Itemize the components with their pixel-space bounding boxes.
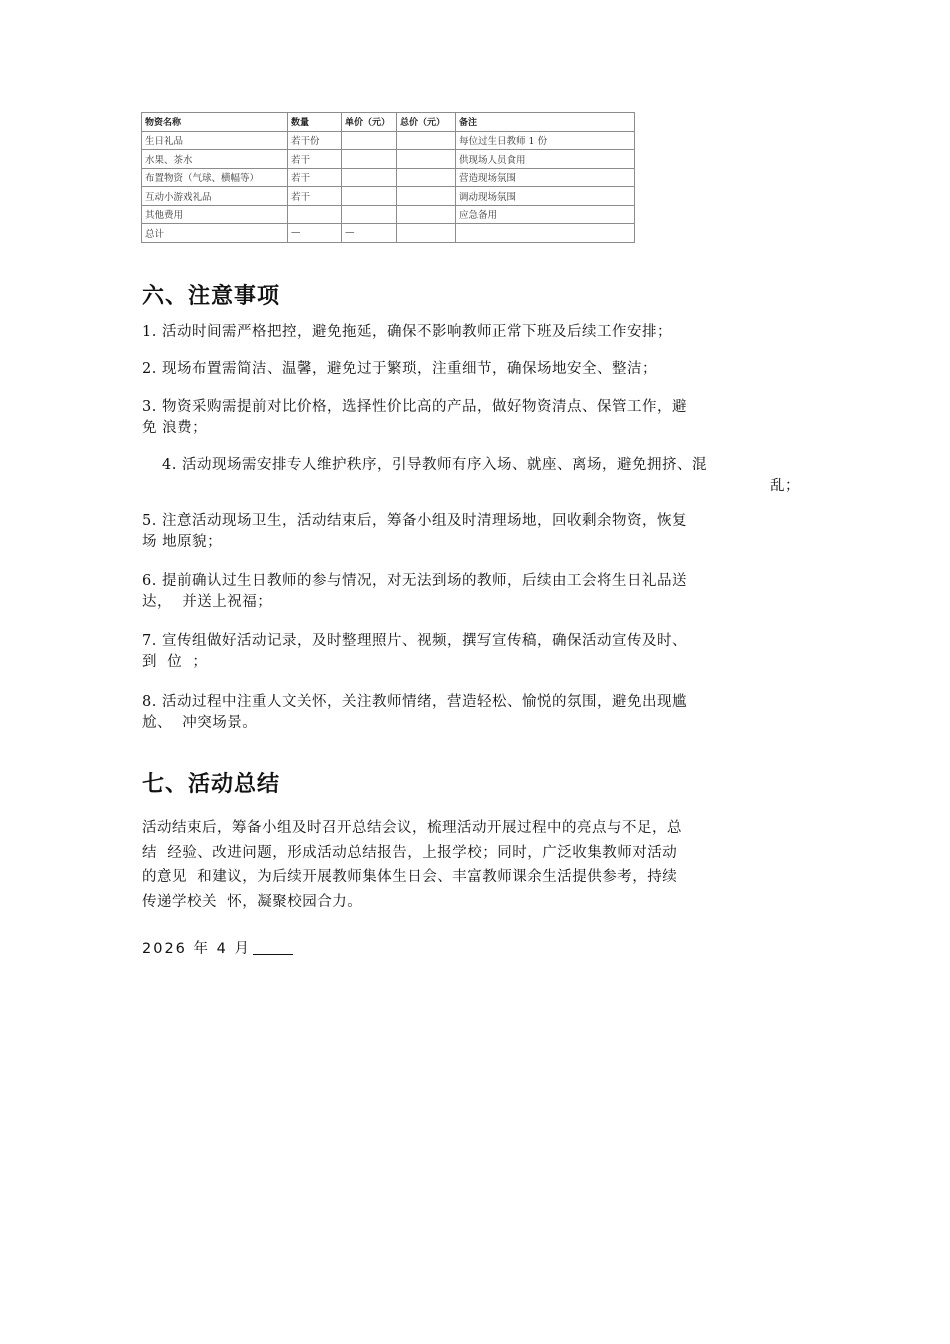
table-cell: 调动现场氛围 <box>456 187 635 206</box>
notice-item-3 <box>142 397 687 439</box>
item-text-line-2: 乱； <box>770 478 800 494</box>
table-header-cell: 单价（元） <box>342 113 397 132</box>
table-cell: 若干 <box>288 150 342 169</box>
item-text-line-2: 尬、 冲突场景。 <box>142 715 258 731</box>
table-cell: 供现场人员食用 <box>456 150 635 169</box>
item-text-line-1: 注意活动现场卫生，活动结束后，筹备小组及时清理场地，回收剩余物资，恢复 <box>161 513 687 529</box>
date-line <box>142 937 293 958</box>
notice-item-1 <box>142 322 672 343</box>
table-cell: 其他费用 <box>142 205 288 224</box>
table-cell: 若干 <box>288 168 342 187</box>
table-cell <box>288 205 342 224</box>
table-header-row <box>142 113 635 132</box>
table-cell <box>342 168 397 187</box>
table-cell: 应急备用 <box>456 205 635 224</box>
table-cell <box>397 187 456 206</box>
item-number: 6. <box>142 573 157 589</box>
table-row <box>142 205 635 224</box>
item-number: 1. <box>142 324 157 340</box>
table-cell <box>397 131 456 150</box>
table-cell: 若干 <box>288 187 342 206</box>
item-text-line-1: 活动过程中注重人文关怀，关注教师情绪，营造轻松、愉悦的氛围，避免出现尴 <box>161 694 687 710</box>
notice-item-6 <box>142 571 687 613</box>
table-cell <box>342 131 397 150</box>
notice-item-8 <box>142 692 687 734</box>
table-header-cell: 数量 <box>288 113 342 132</box>
table-cell: 布置物资（气球、横幅等） <box>142 168 288 187</box>
table-row <box>142 150 635 169</box>
item-text-line-1: 物资采购需提前对比价格，选择性价比高的产品，做好物资清点、保管工作，避 <box>161 399 687 415</box>
table-row-total <box>142 224 635 243</box>
table-row <box>142 131 635 150</box>
summary-line: 的意见 和建议，为后续开展教师集体生日会、丰富教师课余生活提供参考，持续 <box>142 869 678 885</box>
item-text-line-2: 免 浪费； <box>142 420 208 436</box>
table-cell <box>342 187 397 206</box>
table-header-cell: 备注 <box>456 113 635 132</box>
summary-line: 传递学校关 怀，凝聚校园合力。 <box>142 893 363 910</box>
date-blank-underline <box>253 940 293 955</box>
item-text-line-1: 活动现场需安排专人维护秩序，引导教师有序入场、就座、离场，避免拥挤、混 <box>181 457 707 473</box>
table-cell: — <box>288 224 342 243</box>
table-row <box>142 187 635 206</box>
table-cell: 总计 <box>142 224 288 243</box>
item-text-line-2: 到 位 ； <box>142 654 208 670</box>
summary-paragraph <box>142 816 682 914</box>
summary-line: 活动结束后，筹备小组及时召开总结会议，梳理活动开展过程中的亮点与不足，总 <box>142 820 682 836</box>
notice-item-5 <box>142 511 687 553</box>
table-header-cell: 物资名称 <box>142 113 288 132</box>
item-number: 4. <box>162 457 177 473</box>
item-text: 活动时间需严格把控，避免拖延，确保不影响教师正常下班及后续工作安排； <box>161 324 672 340</box>
table-cell: 生日礼品 <box>142 131 288 150</box>
table-cell <box>342 150 397 169</box>
table-cell: — <box>342 224 397 243</box>
table-header-cell: 总价（元） <box>397 113 456 132</box>
item-text: 现场布置需简洁、温馨，避免过于繁琐，注重细节，确保场地安全、整洁； <box>161 361 657 377</box>
notice-item-2 <box>142 359 657 380</box>
item-text-line-1: 提前确认过生日教师的参与情况，对无法到场的教师，后续由工会将生日礼品送 <box>161 573 687 589</box>
table-cell <box>342 205 397 224</box>
item-text-line-2: 场 地原貌； <box>142 534 223 550</box>
item-number: 2. <box>142 361 157 377</box>
section-7-heading: 七、活动总结 <box>142 772 281 797</box>
table-cell: 若干份 <box>288 131 342 150</box>
table-cell: 营造现场氛围 <box>456 168 635 187</box>
table-cell <box>397 205 456 224</box>
item-number: 5. <box>142 513 157 529</box>
item-text-line-2: 达， 并送上祝福； <box>142 594 273 610</box>
table-cell <box>456 224 635 243</box>
item-number: 8. <box>142 694 157 710</box>
notice-item-4 <box>162 455 808 497</box>
table-cell <box>397 168 456 187</box>
table-cell: 水果、茶水 <box>142 150 288 169</box>
table-row <box>142 168 635 187</box>
budget-table <box>141 112 635 243</box>
date-text: 2026 年 4 月 <box>142 941 251 957</box>
table-cell: 互动小游戏礼品 <box>142 187 288 206</box>
item-number: 7. <box>142 633 157 649</box>
item-text-line-1: 宣传组做好活动记录，及时整理照片、视频，撰写宣传稿，确保活动宣传及时、 <box>161 633 687 649</box>
table-cell <box>397 150 456 169</box>
section-6-heading: 六、注意事项 <box>142 284 281 309</box>
summary-line: 结 经验、改进问题，形成活动总结报告，上报学校；同时，广泛收集教师对活动 <box>142 844 678 861</box>
item-number: 3. <box>142 399 157 415</box>
table-cell: 每位过生日教师 1 份 <box>456 131 635 150</box>
notice-item-7 <box>142 631 687 673</box>
table-cell <box>397 224 456 243</box>
